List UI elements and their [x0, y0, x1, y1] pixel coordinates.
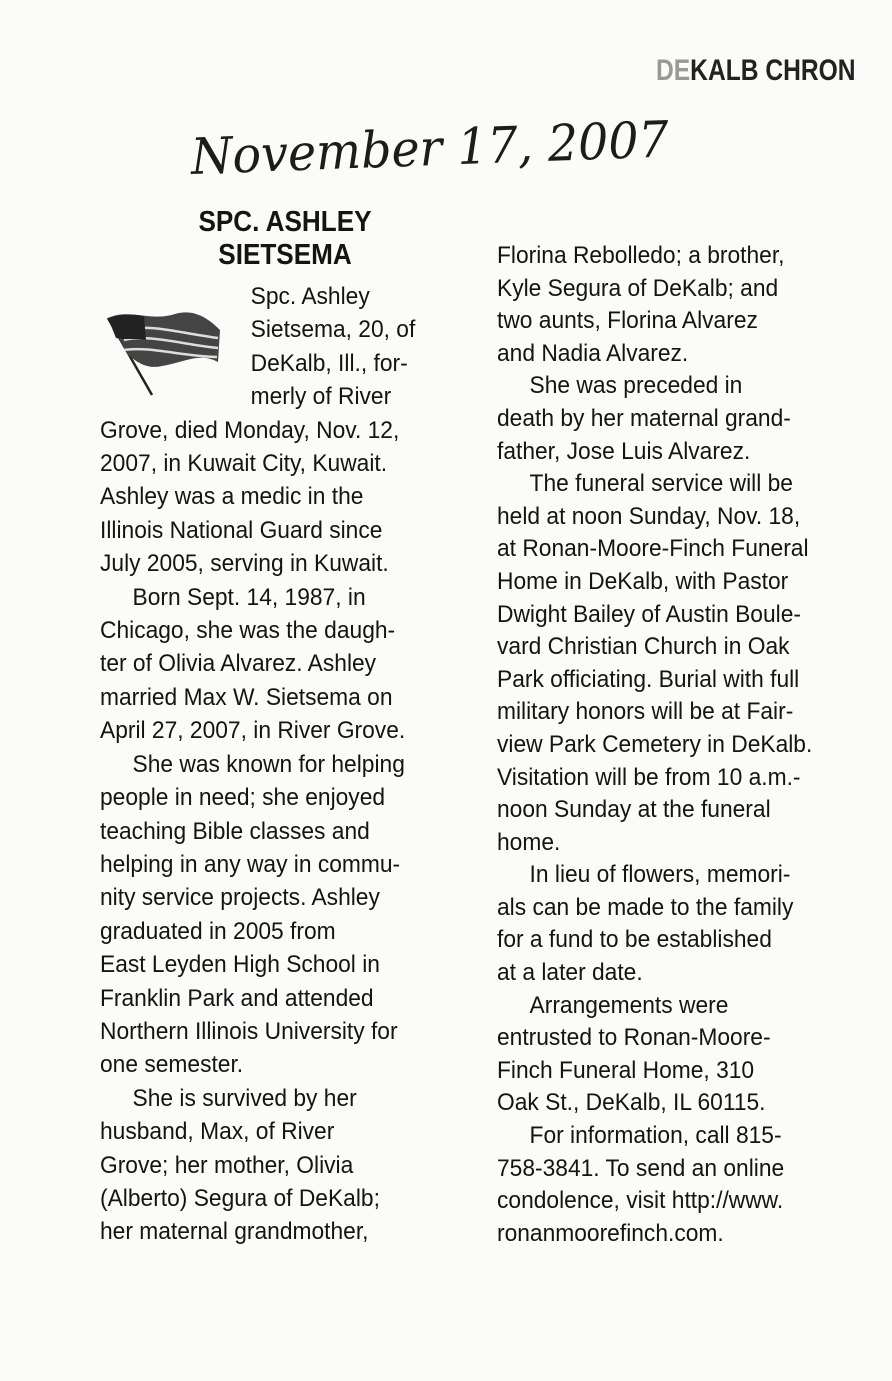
- text-line: two aunts, Florina Alvarez: [497, 307, 758, 335]
- text-line: The funeral service will be: [529, 470, 793, 498]
- text-line: She was preceded in: [529, 372, 743, 400]
- text-line: military honors will be at Fair-: [497, 698, 794, 726]
- headline-line: SIETSEMA: [218, 239, 352, 271]
- text-line: noon Sunday at the funeral: [497, 796, 771, 824]
- text-line: Home in DeKalb, with Pastor: [497, 567, 789, 595]
- text-line: For information, call 815-: [529, 1122, 782, 1150]
- text-line: for a fund to be established: [497, 926, 772, 954]
- text-line: (Alberto) Segura of DeKalb;: [100, 1184, 380, 1212]
- masthead-text: KALB CHRON: [690, 54, 856, 87]
- text-line: East Leyden High School in: [100, 951, 380, 979]
- text-line: father, Jose Luis Alvarez.: [497, 437, 751, 465]
- text-line: teaching Bible classes and: [100, 817, 370, 845]
- text-line: Sietsema, 20, of: [250, 316, 416, 344]
- text-line: 2007, in Kuwait City, Kuwait.: [100, 450, 388, 478]
- text-line: She is survived by her: [132, 1084, 357, 1112]
- headline-line: SPC. ASHLEY: [198, 206, 372, 238]
- text-line: held at noon Sunday, Nov. 18,: [497, 502, 801, 530]
- text-line: April 27, 2007, in River Grove.: [100, 717, 406, 745]
- text-line: Grove, died Monday, Nov. 12,: [100, 416, 400, 444]
- text-line: Arrangements were: [529, 991, 729, 1019]
- text-line: home.: [497, 828, 561, 856]
- text-line: people in need; she enjoyed: [100, 784, 386, 812]
- text-line: husband, Max, of River: [100, 1118, 335, 1146]
- text-line: Illinois National Guard since: [100, 516, 383, 544]
- text-line: ter of Olivia Alvarez. Ashley: [100, 650, 377, 678]
- left-column: [100, 280, 439, 1249]
- text-line: and Nadia Alvarez.: [497, 339, 689, 367]
- text-line: Dwight Bailey of Austin Boule-: [497, 600, 801, 628]
- text-line: DeKalb, Ill., for-: [250, 349, 408, 377]
- text-line: death by her maternal grand-: [497, 404, 791, 432]
- text-line: Oak St., DeKalb, IL 60115.: [497, 1089, 766, 1117]
- text-line: als can be made to the family: [497, 893, 794, 921]
- masthead-faded-letters: DE: [656, 54, 691, 87]
- text-line: Kyle Segura of DeKalb; and: [497, 274, 779, 302]
- text-line: She was known for helping: [132, 750, 405, 778]
- handwritten-date: November 17, 2007: [190, 110, 670, 186]
- text-line: In lieu of flowers, memori-: [529, 861, 791, 889]
- text-line: Park officiating. Burial with full: [497, 665, 800, 693]
- text-line: Grove; her mother, Olivia: [100, 1151, 354, 1179]
- text-line: July 2005, serving in Kuwait.: [100, 550, 389, 578]
- text-line: Spc. Ashley: [250, 283, 370, 310]
- obituary-headline: [155, 206, 416, 272]
- text-line: ronanmoorefinch.com.: [497, 1219, 724, 1247]
- text-line: helping in any way in commu-: [100, 850, 401, 878]
- text-line: at Ronan-Moore-Finch Funeral: [497, 535, 809, 563]
- text-line: Finch Funeral Home, 310: [497, 1056, 755, 1084]
- text-line: at a later date.: [497, 959, 643, 987]
- text-line: Chicago, she was the daugh-: [100, 617, 396, 645]
- text-line: Northern Illinois University for: [100, 1017, 398, 1045]
- text-line: condolence, visit http://www.: [497, 1187, 784, 1215]
- text-line: Born Sept. 14, 1987, in: [132, 583, 366, 611]
- newspaper-masthead: [656, 54, 856, 88]
- text-line: merly of River: [250, 383, 392, 411]
- text-line: Florina Rebolledo; a brother,: [497, 242, 785, 269]
- right-column: [497, 240, 836, 1250]
- text-line: vard Christian Church in Oak: [497, 633, 790, 661]
- text-line: her maternal grandmother,: [100, 1218, 369, 1246]
- text-line: view Park Cemetery in DeKalb.: [497, 730, 813, 758]
- text-line: nity service projects. Ashley: [100, 884, 380, 912]
- text-line: married Max W. Sietsema on: [100, 683, 393, 711]
- text-line: entrusted to Ronan-Moore-: [497, 1024, 771, 1052]
- text-line: graduated in 2005 from: [100, 917, 336, 945]
- text-line: Franklin Park and attended: [100, 984, 374, 1012]
- text-line: Visitation will be from 10 a.m.-: [497, 763, 801, 791]
- text-line: one semester.: [100, 1051, 244, 1079]
- text-line: Ashley was a medic in the: [100, 483, 364, 511]
- text-line: 758-3841. To send an online: [497, 1154, 785, 1182]
